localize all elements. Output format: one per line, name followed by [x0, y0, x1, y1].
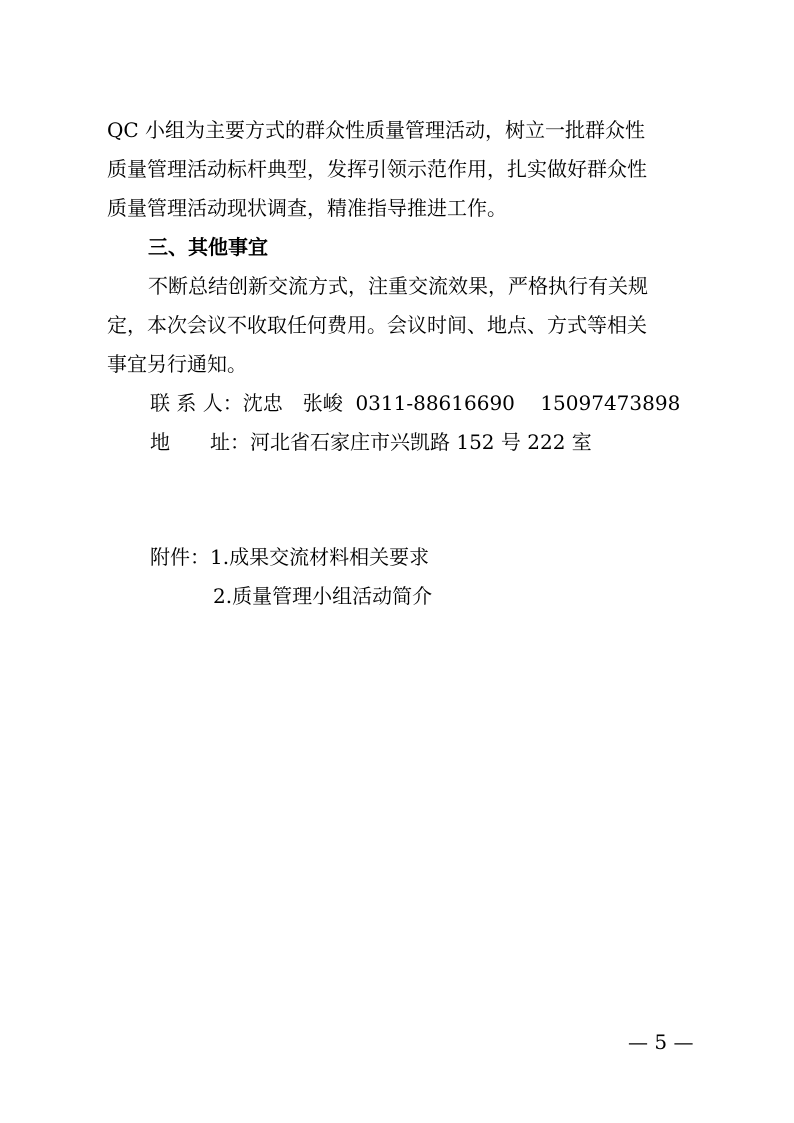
attachment-item: 2.质量管理小组活动简介	[213, 584, 433, 608]
contact-label: 联 系 人：	[150, 391, 243, 415]
body-text-line: 质量管理活动标杆典型，发挥引领示范作用，扎实做好群众性	[107, 157, 647, 181]
attachments-line	[150, 541, 429, 573]
page-number: — 5 —	[628, 1030, 694, 1054]
body-text-line: 定，本次会议不收取任何费用。会议时间、地点、方式等相关	[107, 313, 647, 337]
contact-phone-1: 0311-88616690	[355, 391, 515, 415]
body-text-line: QC 小组为主要方式的群众性质量管理活动，树立一批群众性	[107, 118, 646, 142]
attachment-item: 1.成果交流材料相关要求	[210, 545, 430, 569]
address-label: 地 址：	[150, 430, 250, 454]
attachments-label: 附件：	[150, 545, 210, 569]
address-value: 河北省石家庄市兴凯路 152 号 222 室	[250, 430, 592, 454]
contact-people: 沈忠 张峻	[242, 391, 343, 415]
body-text-line: 质量管理活动现状调查，精准指导推进工作。	[107, 196, 507, 220]
body-text-line: 事宜另行通知。	[107, 352, 247, 376]
contact-line	[150, 387, 680, 419]
body-text-line: 不断总结创新交流方式，注重交流效果，严格执行有关规	[148, 274, 648, 298]
section-heading: 三、其他事宜	[148, 235, 268, 259]
contact-phone-2: 15097473898	[540, 391, 681, 415]
address-line	[150, 426, 592, 458]
